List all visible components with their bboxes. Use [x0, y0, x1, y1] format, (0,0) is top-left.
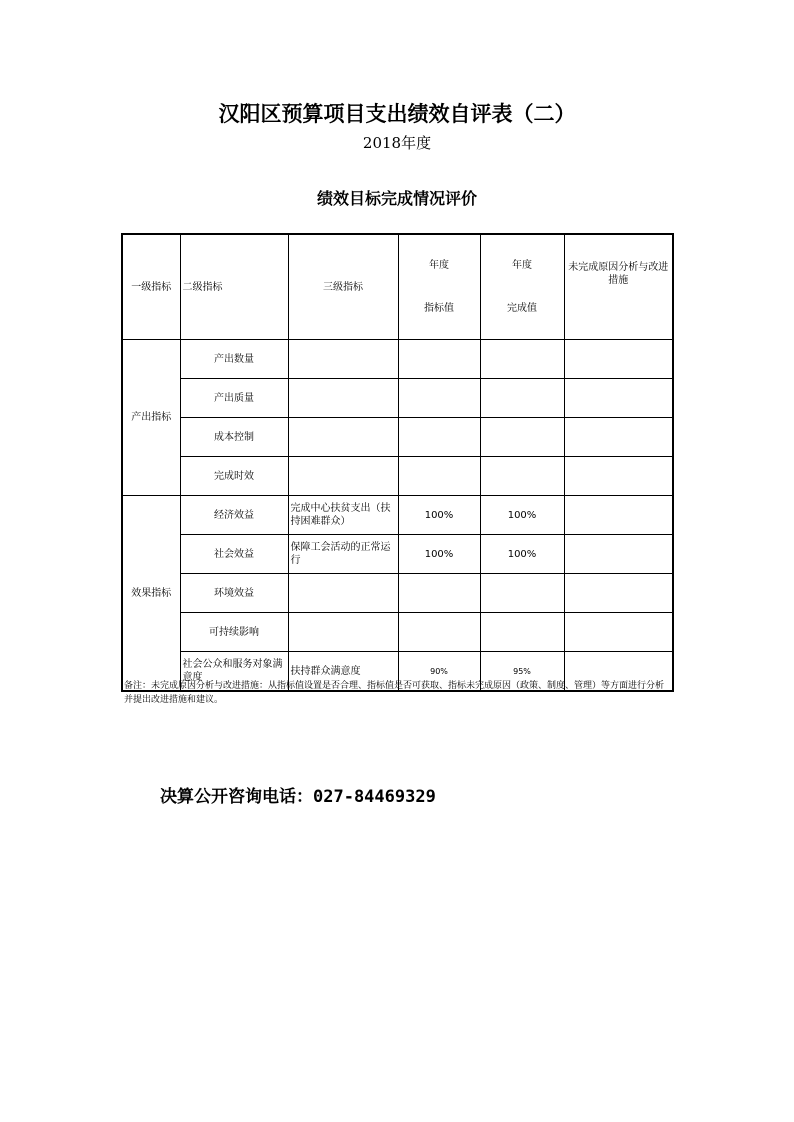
header-actual — [480, 234, 564, 340]
actual-cell — [480, 340, 564, 379]
target-cell — [398, 340, 480, 379]
target-cell — [398, 418, 480, 457]
level3-cell — [288, 613, 398, 652]
contact-phone: 决算公开咨询电话：027-84469329 — [160, 787, 436, 807]
header-target — [398, 234, 480, 340]
level2-cell: 产出质量 — [180, 379, 288, 418]
year-label: 2018年度 — [362, 134, 432, 152]
target-cell — [398, 574, 480, 613]
table-row — [122, 613, 673, 652]
table-row — [122, 340, 673, 379]
target-cell — [398, 457, 480, 496]
header-row — [122, 234, 673, 340]
level3-cell: 扶持群众满意度 — [288, 652, 398, 692]
level2-cell: 环境效益 — [180, 574, 288, 613]
level2-cell: 成本控制 — [180, 418, 288, 457]
level2-cell: 产出数量 — [180, 340, 288, 379]
header-target-line1: 年度 — [429, 260, 449, 271]
table-row — [122, 535, 673, 574]
actual-cell — [480, 418, 564, 457]
header-actual-line1: 年度 — [512, 260, 532, 271]
header-actual-line2: 完成值 — [507, 303, 537, 314]
actual-cell — [480, 574, 564, 613]
actual-cell: 100% — [480, 496, 564, 535]
level3-cell — [288, 379, 398, 418]
reason-cell — [564, 340, 673, 379]
header-reason: 未完成原因分析与改进措施 — [564, 234, 673, 340]
table-row — [122, 418, 673, 457]
actual-cell: 95% — [480, 652, 564, 692]
actual-cell — [480, 379, 564, 418]
table-row — [122, 496, 673, 535]
header-level3: 三级指标 — [288, 234, 398, 340]
level2-cell: 社会效益 — [180, 535, 288, 574]
level2-cell: 社会公众和服务对象满意度 — [180, 652, 288, 692]
level3-cell — [288, 418, 398, 457]
reason-cell — [564, 379, 673, 418]
actual-cell — [480, 457, 564, 496]
level2-cell: 经济效益 — [180, 496, 288, 535]
header-level1: 一级指标 — [122, 234, 180, 340]
reason-cell — [564, 496, 673, 535]
reason-cell — [564, 574, 673, 613]
level3-cell — [288, 574, 398, 613]
level2-cell: 完成时效 — [180, 457, 288, 496]
actual-cell: 100% — [480, 535, 564, 574]
level3-cell: 保障工会活动的正常运行 — [288, 535, 398, 574]
table-row — [122, 379, 673, 418]
target-cell: 100% — [398, 496, 480, 535]
header-level2: 二级指标 — [180, 234, 288, 340]
reason-cell — [564, 613, 673, 652]
level3-cell: 完成中心扶贫支出（扶持困难群众） — [288, 496, 398, 535]
level3-cell — [288, 457, 398, 496]
level1-output: 产出指标 — [122, 340, 180, 496]
table-row — [122, 574, 673, 613]
section-heading: 绩效目标完成情况评价 — [316, 189, 477, 208]
page-title: 汉阳区预算项目支出绩效自评表（二） — [218, 101, 576, 126]
level1-effect: 效果指标 — [122, 496, 180, 692]
level3-cell — [288, 340, 398, 379]
actual-cell — [480, 613, 564, 652]
reason-cell — [564, 418, 673, 457]
table-note: 备注：未完成原因分析与改进措施：从指标值设置是否合理、指标值是否可获取、指标未完成原因（政策、制度、管理）等方面进行分析并提出改进措施和建议。 — [124, 681, 665, 705]
target-cell — [398, 613, 480, 652]
target-cell — [398, 379, 480, 418]
header-target-line2: 指标值 — [424, 303, 454, 314]
reason-cell — [564, 457, 673, 496]
level2-cell: 可持续影响 — [180, 613, 288, 652]
table-row — [122, 457, 673, 496]
target-cell: 100% — [398, 535, 480, 574]
performance-table — [121, 233, 674, 692]
reason-cell — [564, 535, 673, 574]
target-cell: 90% — [398, 652, 480, 692]
